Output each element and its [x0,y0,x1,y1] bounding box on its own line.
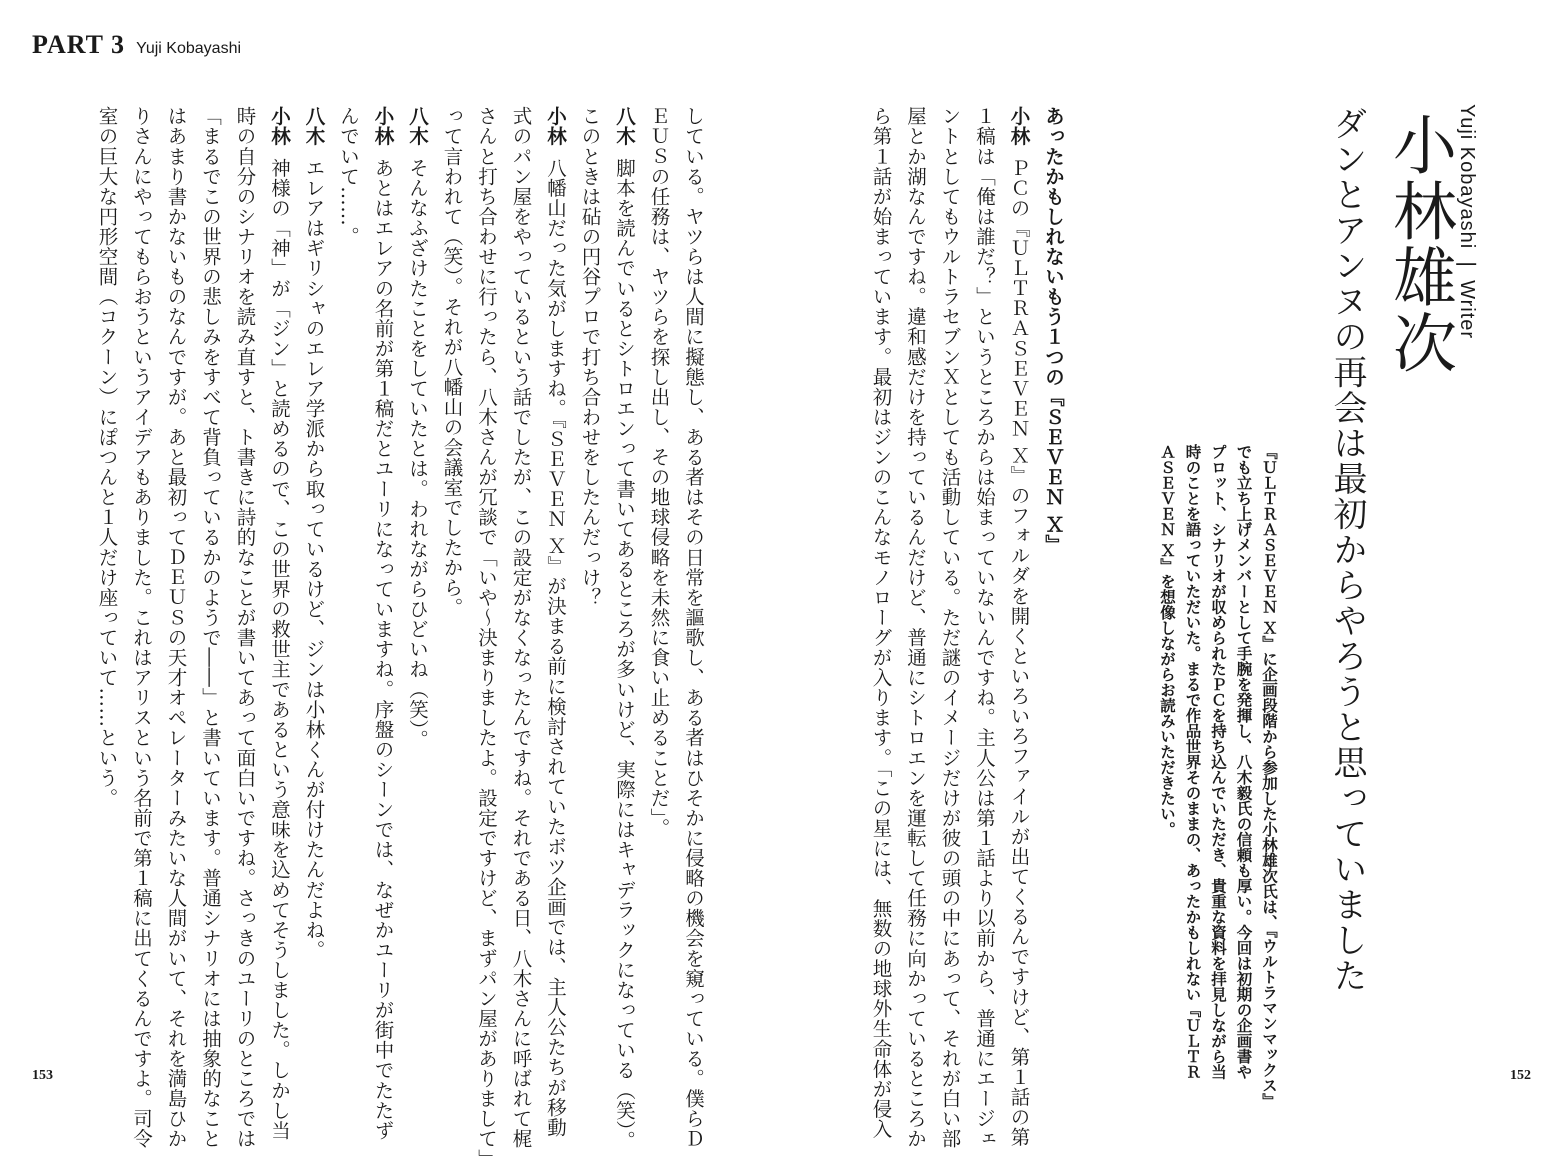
speaker-label: 小林 [371,106,395,147]
body-line: 屋とか湖なんですね。違和感だけを持っているんだけど、普通にシトロエンを運転して任務に向かっているところか [904,106,927,1149]
page-number-left: 153 [32,1068,53,1083]
body-line-text: はあまり書かないものなんですが。あと最初ってＤＥＵＳの天才オペレーターみたいな人間がいて、それを満島ひか [164,106,188,1149]
body-line-text: ＥＵＳの任務は、ヤツらを探し出し、その地球侵略を未然に食い止めることだ」。 [647,106,671,839]
body-line-text: 脚本を読んでいるとシトロエンって書いてあるところが多いけど、実際にはキャデラックになっている（笑）。 [613,157,636,1151]
body-line-text: あとはエレアの名前が第１稿だとユーリになっていますね。序盤のシーンでは、なぜかユーリが街中でたたず [371,157,395,1141]
body-line [89,106,124,1056]
body-line [434,106,469,1056]
body-line: ら第１話が始まっています。最初はジンのこんなモノローグが入ります。「この星には、無数の地球外生命体が侵入 [869,106,893,1139]
speaker-label: 八木 [613,106,636,147]
body-line [676,106,711,1149]
body-line [365,106,400,1141]
body-line [1001,106,1036,1147]
lead-line: 時のことを語っていただいた。まるで作品世界そのままの、あったかもしれない『ＵＬＴＲ [1183,444,1202,1080]
speaker-label: 八木 [302,106,326,147]
body-line [400,106,435,1056]
speaker-label: 小林 [544,106,567,147]
body-line [124,106,159,1149]
body-line-text: している。ヤツらは人間に擬態し、ある者はその日常を謳歌し、ある者はひそかに侵略の機会を窺っている。僕らＤ [682,106,705,1149]
lead-line: プロット、シナリオが収められたＰＣを持ち込んでいただき、貴重な資料を拝見しながら当 [1209,444,1227,1080]
headline: ダンとアンヌの再会は最初からやろうと思っていました [1327,106,1367,994]
body-line [158,106,193,1149]
page-number-right: 152 [1510,1068,1531,1083]
body-line [607,106,642,1151]
body-line-text: さんと打ち合わせに行ったら、八木さんが冗談で「いや〜決まりましたよ。設定ですけど、まずパン屋がありまして」 [475,106,498,1169]
section-subheading: あったかもしれないもう１つの『ＳＥＶＥＮ Ｘ』 [1042,106,1065,555]
part-label: PART 3 [32,30,125,59]
body-line [262,106,297,1141]
body-line-text: 「まるでこの世界の悲しみをすべて背負っているかのようで――」と書いています。普通シナリオには抽象的なこと [199,106,222,1149]
lead-paragraph [1158,444,1281,1109]
byline: Yuji Kobayashi ❘ Writer [1456,104,1478,340]
speaker-label: 小林 [1007,106,1031,147]
lead-line: ＡＳＥＶＥＮ Ｘ』を想像しながらお読みいただきたい。 [1158,444,1176,837]
body-line-text: エレアはギリシャのエレア学派から取っているけど、ジンは小林くんが付けたんだよね。 [302,157,326,960]
body-line-text: 八幡山だった気がしますね。『ＳＥＶＥＮ Ｘ』が決まる前に検討されていたボツ企画では、主人公たちが移動 [544,157,567,1138]
body-line-text: 室の巨大な円形空間（コクーン）にぽつんと１人だけ座っていて……という。 [95,106,119,808]
body-line-text: ＰＣの『ＵＬＴＲＡＳＥＶＥＮ Ｘ』のフォルダを開くといろいろファイルが出てくるんですけど、第１話の第 [1007,157,1031,1147]
part-author: Yuji Kobayashi [136,40,242,57]
speaker-label: 小林 [268,106,291,147]
right-page-body [869,106,1070,1149]
body-line [296,106,331,1056]
body-line [503,106,538,1149]
part-header [32,30,241,60]
body-line: ントとしてもウルトラセブンＸとしても活動している。ただ謎のイメージだけが彼の頭の中にあって、それが白い部 [938,106,962,1149]
body-line [227,106,262,1149]
body-line-text: そんなふざけたことをしていたとは。われながらひどいね（笑）。 [406,157,429,750]
body-line-text: 時の自分のシナリオを読み直すと、ト書きに詩的なことが書いてあって面白いですね。さっきのユーリのところでは [233,106,257,1149]
body-line-text: 式のパン屋をやっているという話でしたが、この設定がなくなったんですね。それである日、八木さんに呼ばれて梶 [509,106,533,1149]
lead-line: 『ＵＬＴＲＡＳＥＶＥＮ Ｘ』に企画段階から参加した小林雄次氏は、『ウルトラマンマックス』 [1260,444,1278,1109]
body-line [641,106,676,1056]
body-line-text: このときは砧の円谷プロで打ち合わせをしたんだっけ？ [578,106,602,608]
body-line-text: 神様の「神」が「ジン」と読めるので、この世界の救世主であるという意味を込めてそうしました。しかし当 [268,157,291,1141]
lead-line: でも立ち上げメンバーとして手腕を発揮し、八木毅氏の信頼も厚い。今回は初期の企画書や [1234,444,1253,1080]
body-line-text: りさんにやってもらおうというアイデアもありました。これはアリスという名前で第１稿に出てくるんですよ。司令 [130,106,153,1149]
body-line [469,106,504,1169]
speaker-label: 八木 [406,106,429,147]
interviewee-name: 小林雄次 [1382,112,1456,376]
body-line-text: って言われて（笑）。それが八幡山の会議室でしたから。 [440,106,464,618]
left-page-body [88,106,710,1169]
body-line [193,106,228,1149]
body-line [331,106,366,1056]
body-line-text: んでいて……。 [337,106,360,247]
body-line: １稿は「俺は誰だ？」というところからは始まっていないんですね。主人公は第１話より以前から、普通にエージェ [973,106,996,1149]
body-line [572,106,607,1056]
body-line [538,106,573,1138]
